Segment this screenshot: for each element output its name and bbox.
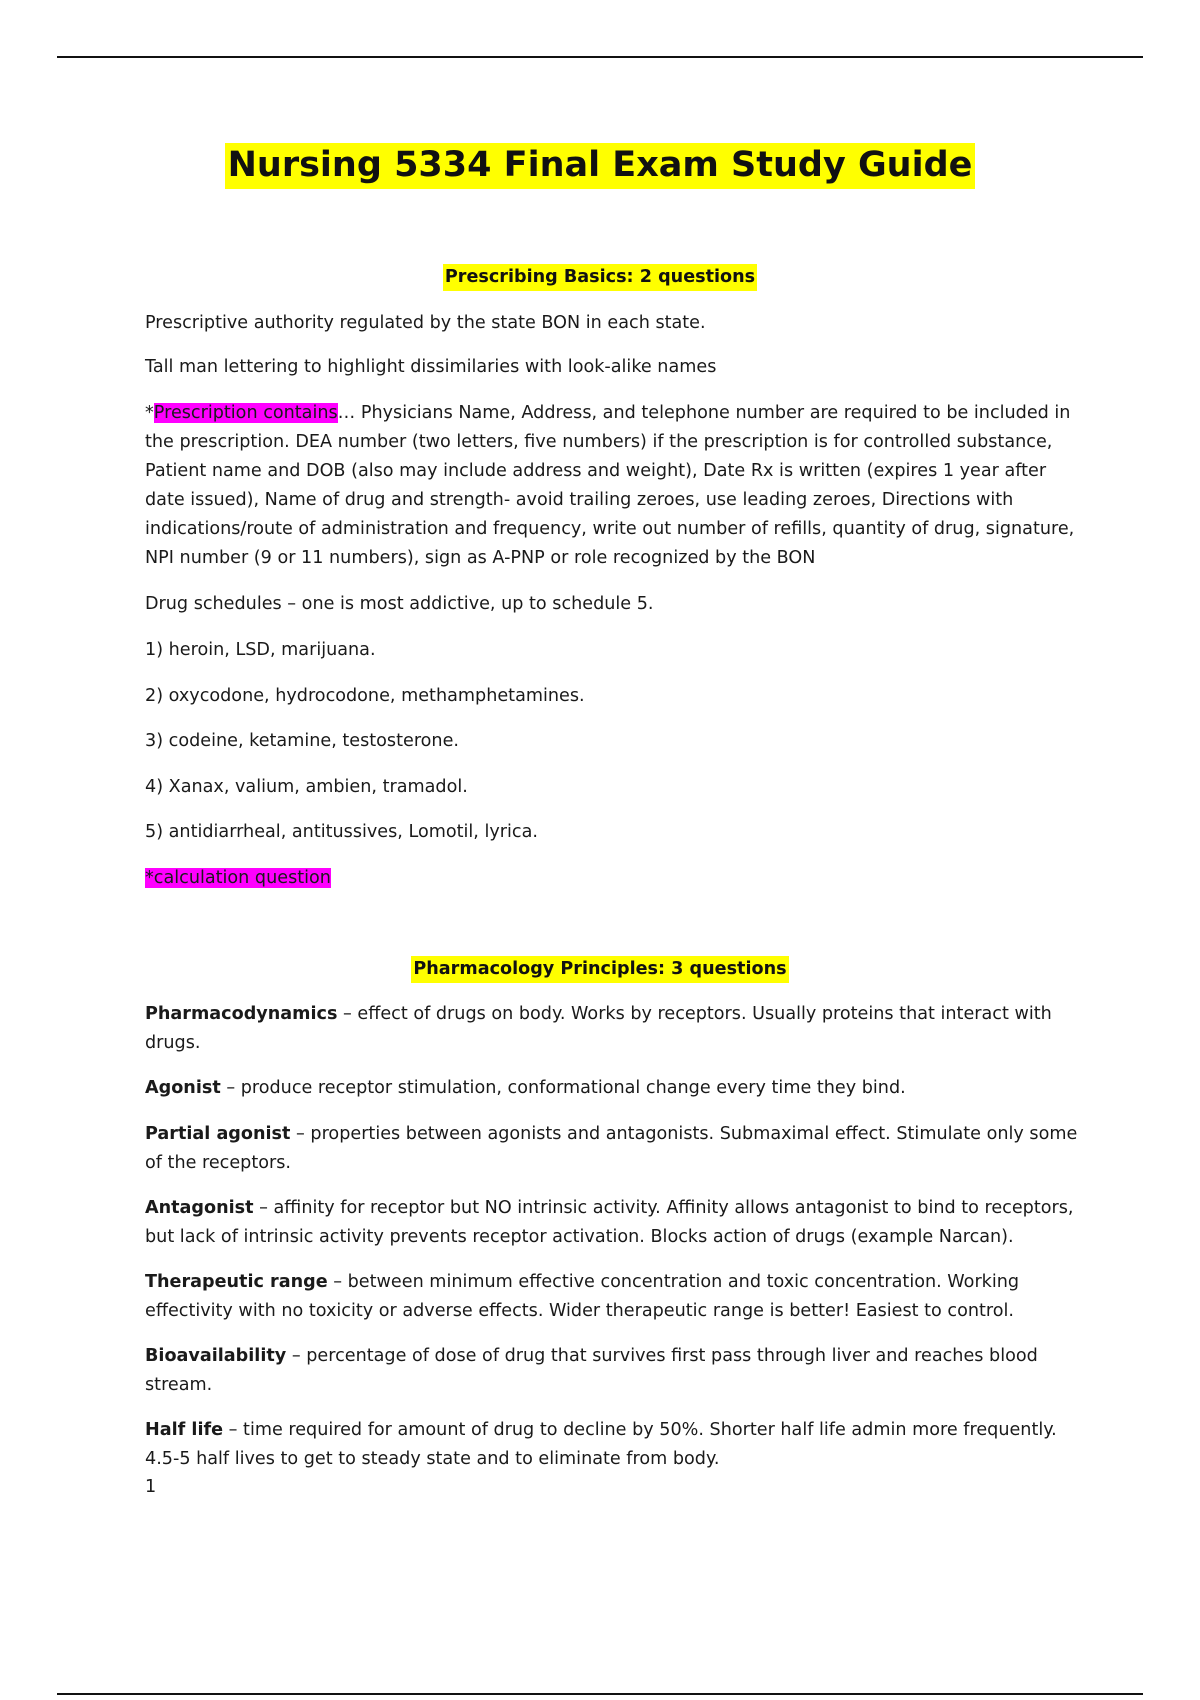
section-heading-prescribing <box>0 264 1200 291</box>
term-definition: – produce receptor stimulation, conformational change every time they bind. <box>220 1078 906 1098</box>
term-half-life <box>145 1416 1090 1474</box>
paragraph-prescription-contains <box>145 399 1090 573</box>
title-block <box>0 143 1200 189</box>
term-bioavailability <box>145 1342 1090 1400</box>
term-therapeutic-range <box>145 1268 1090 1326</box>
asterisk: * <box>145 403 154 423</box>
term-partial-agonist <box>145 1120 1090 1178</box>
paragraph-tall-man: Tall man lettering to highlight dissimilaries with look-alike names <box>145 357 717 377</box>
schedule-item: 5) antidiarrheal, antitussives, Lomotil, lyrica. <box>145 822 538 842</box>
term-label: Bioavailability <box>145 1346 287 1366</box>
term-agonist <box>145 1074 1090 1103</box>
prescription-contains-highlight: Prescription contains <box>153 403 338 423</box>
page-number: 1 <box>145 1477 157 1497</box>
schedule-item: 4) Xanax, valium, ambien, tramadol. <box>145 777 468 797</box>
term-antagonist <box>145 1194 1090 1252</box>
calculation-note <box>145 864 1090 893</box>
section-heading-pharmacology <box>0 956 1200 983</box>
bottom-rule <box>57 1693 1143 1695</box>
page-title: Nursing 5334 Final Exam Study Guide <box>225 143 976 189</box>
top-rule <box>57 56 1143 58</box>
schedule-item: 1) heroin, LSD, marijuana. <box>145 640 376 660</box>
prescription-contains-text: … Physicians Name, Address, and telephone number are required to be included in the prescription. DEA number (two letters, five numbers) if the prescription is for controlled substance, Patient name and DOB (also may include address and weight), Date Rx is written (expires 1 year after date issued), Name of drug and strength- avoid trailing zeroes, use leading zeroes, Directions with indications/route of administration and frequency, write out number of refills, quantity of drug, signature, NPI number (9 or 11 numbers), sign as A-PNP or role recognized by the BON <box>145 403 1075 568</box>
section-heading-label: Pharmacology Principles: 3 questions <box>411 956 788 983</box>
term-definition: – properties between agonists and antagonists. Submaximal effect. Stimulate only some of the receptors. <box>145 1124 1078 1173</box>
term-label: Therapeutic range <box>145 1272 328 1292</box>
schedule-item: 2) oxycodone, hydrocodone, methamphetamines. <box>145 686 585 706</box>
section-heading-label: Prescribing Basics: 2 questions <box>443 264 757 291</box>
paragraph-prescriptive-authority: Prescriptive authority regulated by the state BON in each state. <box>145 313 706 333</box>
schedule-item: 3) codeine, ketamine, testosterone. <box>145 731 459 751</box>
term-definition: – time required for amount of drug to decline by 50%. Shorter half life admin more frequently. 4.5-5 half lives to get to steady state and to eliminate from body. <box>145 1420 1057 1469</box>
term-label: Partial agonist <box>145 1124 291 1144</box>
term-definition: – percentage of dose of drug that survives first pass through liver and reaches blood stream. <box>145 1346 1038 1395</box>
term-definition: – affinity for receptor but NO intrinsic activity. Affinity allows antagonist to bind to receptors, but lack of intrinsic activity prevents receptor activation. Blocks action of drugs (example Narcan). <box>145 1198 1074 1247</box>
term-label: Pharmacodynamics <box>145 1004 338 1024</box>
term-label: Half life <box>145 1420 224 1440</box>
term-label: Agonist <box>145 1078 221 1098</box>
calculation-note-highlight: *calculation question <box>145 868 331 888</box>
term-definition: – between minimum effective concentration and toxic concentration. Working effectivity with no toxicity or adverse effects. Wider therapeutic range is better! Easiest to control. <box>145 1272 1020 1321</box>
paragraph-schedules-intro: Drug schedules – one is most addictive, up to schedule 5. <box>145 594 654 614</box>
term-pharmacodynamics <box>145 1000 1090 1058</box>
term-definition: – effect of drugs on body. Works by receptors. Usually proteins that interact with drugs. <box>145 1004 1052 1053</box>
term-label: Antagonist <box>145 1198 254 1218</box>
